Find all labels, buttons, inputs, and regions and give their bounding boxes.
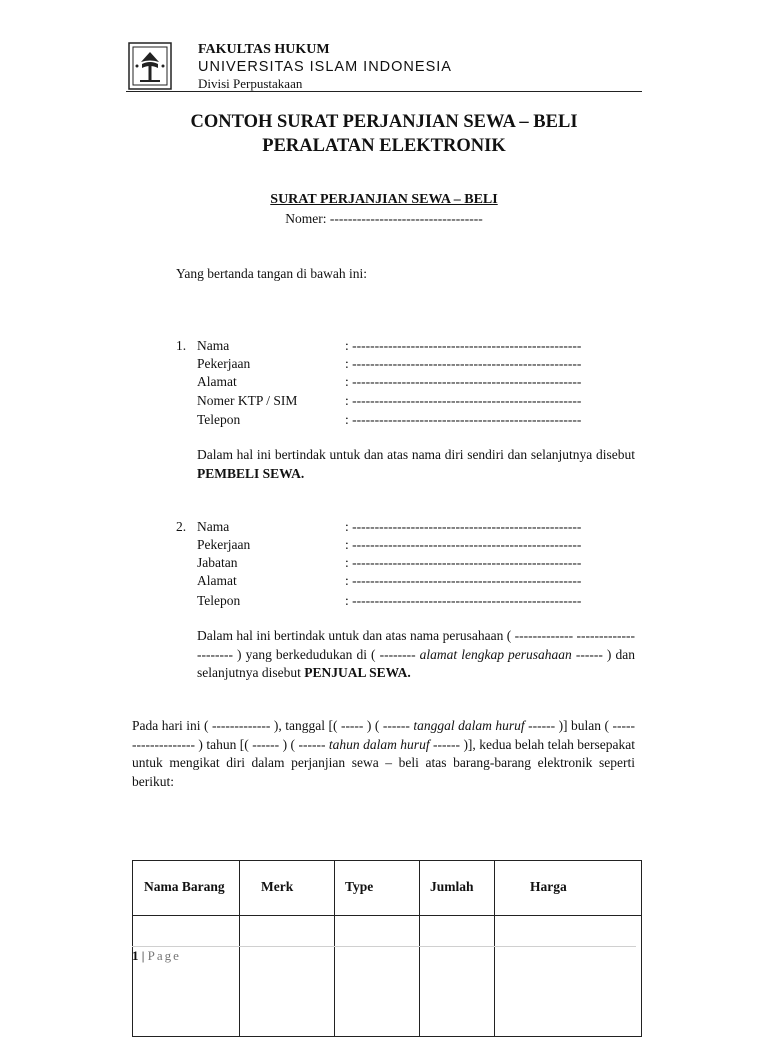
header-division: Divisi Perpustakaan: [198, 76, 303, 91]
party2-field-phone: Telepon: [197, 593, 241, 608]
party2-blank-phone: : ---------------------------------------------------: [345, 593, 582, 608]
header-nama-barang: Nama Barang: [144, 879, 225, 894]
page-label: Page: [147, 948, 181, 963]
party1-field-address: Alamat: [197, 374, 237, 389]
party2-paragraph-text-a: Dalam hal ini bertindak untuk dan atas nama perusahaan ( ------------- --------------------- ) yang berkedudukan di ( --------: [197, 628, 635, 662]
header-faculty: FAKULTAS HUKUM: [198, 42, 330, 57]
letter-subtitle-text: SURAT PERJANJIAN SEWA – BELI: [270, 192, 498, 207]
footer-divider: [132, 946, 636, 947]
header-harga: Harga: [530, 879, 567, 894]
document-title-line2: PERALATAN ELEKTRONIK: [262, 136, 506, 156]
items-table-header-cell: [335, 861, 420, 916]
party1-paragraph: [197, 446, 635, 483]
party1-blank-id: : ---------------------------------------------------: [345, 393, 582, 408]
table-row: [133, 916, 642, 1037]
party2-paragraph: [197, 627, 635, 683]
party1-blank-occupation: : ---------------------------------------------------: [345, 356, 582, 371]
party2-number: 2.: [176, 519, 187, 534]
header-university: UNIVERSITAS ISLAM INDONESIA: [198, 59, 452, 75]
table-cell: [240, 916, 335, 1037]
table-cell: [495, 916, 642, 1037]
party1-paragraph-text: Dalam hal ini bertindak untuk dan atas nama diri sendiri dan selanjutnya disebut: [197, 447, 635, 462]
header-jumlah: Jumlah: [430, 879, 474, 894]
agreement-paragraph: [132, 717, 635, 791]
party1-role: PEMBELI SEWA.: [197, 465, 305, 481]
party2-paragraph-italic: alamat lengkap perusahaan: [419, 646, 572, 662]
document-title-line1: CONTOH SURAT PERJANJIAN SEWA – BELI: [190, 112, 578, 132]
items-table-header-cell: [240, 861, 335, 916]
agreement-italic-year: tahun dalam huruf: [328, 736, 430, 752]
table-cell: [420, 916, 495, 1037]
party2-field-name: Nama: [197, 519, 230, 534]
party1-blank-phone: : ---------------------------------------------------: [345, 412, 582, 427]
party1-field-phone: Telepon: [197, 412, 241, 427]
party2-field-occupation: Pekerjaan: [197, 537, 251, 552]
party2-role: PENJUAL SEWA.: [304, 665, 411, 680]
party1-field-name: Nama: [197, 338, 230, 353]
intro-text: Yang bertanda tangan di bawah ini:: [176, 266, 367, 281]
items-table: [132, 860, 642, 1037]
university-logo: [128, 42, 172, 90]
page-footer: [132, 948, 181, 964]
items-table-header-cell: [495, 861, 642, 916]
agreement-text-3: ------ )], kedua belah telah bersepakat untuk mengikat diri dalam perjanjian sewa – beli atas barang-barang elektronik seperti berikut:: [132, 736, 636, 789]
party2-blank-occupation: : ---------------------------------------------------: [345, 537, 582, 552]
party1-field-occupation: Pekerjaan: [197, 356, 251, 371]
agreement-text-2: ------ )] bulan ( ------------------- ) tahun [( ------ ) ( ------: [132, 718, 635, 752]
items-table-header-cell: [420, 861, 495, 916]
party2-field-address: Alamat: [197, 573, 237, 588]
agreement-italic-date: tanggal dalam huruf: [413, 718, 525, 733]
party1-number: 1.: [176, 338, 187, 353]
document-title: [120, 110, 648, 158]
party2-blank-address: : ---------------------------------------------------: [345, 573, 582, 588]
party2-paragraph-text-b: ------ ) dan selanjutnya disebut: [197, 646, 635, 680]
party2-blank-name: : ---------------------------------------------------: [345, 519, 582, 534]
page-separator: |: [138, 948, 148, 963]
letter-number: Nomer: ----------------------------------: [285, 211, 483, 226]
party1-blank-name: : ---------------------------------------------------: [345, 338, 582, 353]
table-cell: [335, 916, 420, 1037]
items-table-header-cell: [133, 861, 240, 916]
party1-blank-address: : ---------------------------------------------------: [345, 374, 582, 389]
header-type: Type: [345, 879, 374, 894]
header-divider: [126, 91, 642, 92]
party2-blank-position: : ---------------------------------------------------: [345, 555, 582, 570]
header-merk: Merk: [261, 879, 294, 894]
items-table-header-row: [133, 861, 642, 916]
page-number: 1: [132, 948, 139, 963]
party2-field-position: Jabatan: [197, 555, 238, 570]
table-cell: [133, 916, 240, 1037]
letter-subtitle: [120, 192, 648, 208]
agreement-text-1: Pada hari ini ( ------------- ), tanggal [( ----- ) ( ------: [132, 718, 414, 733]
party1-field-id: Nomer KTP / SIM: [197, 393, 298, 408]
